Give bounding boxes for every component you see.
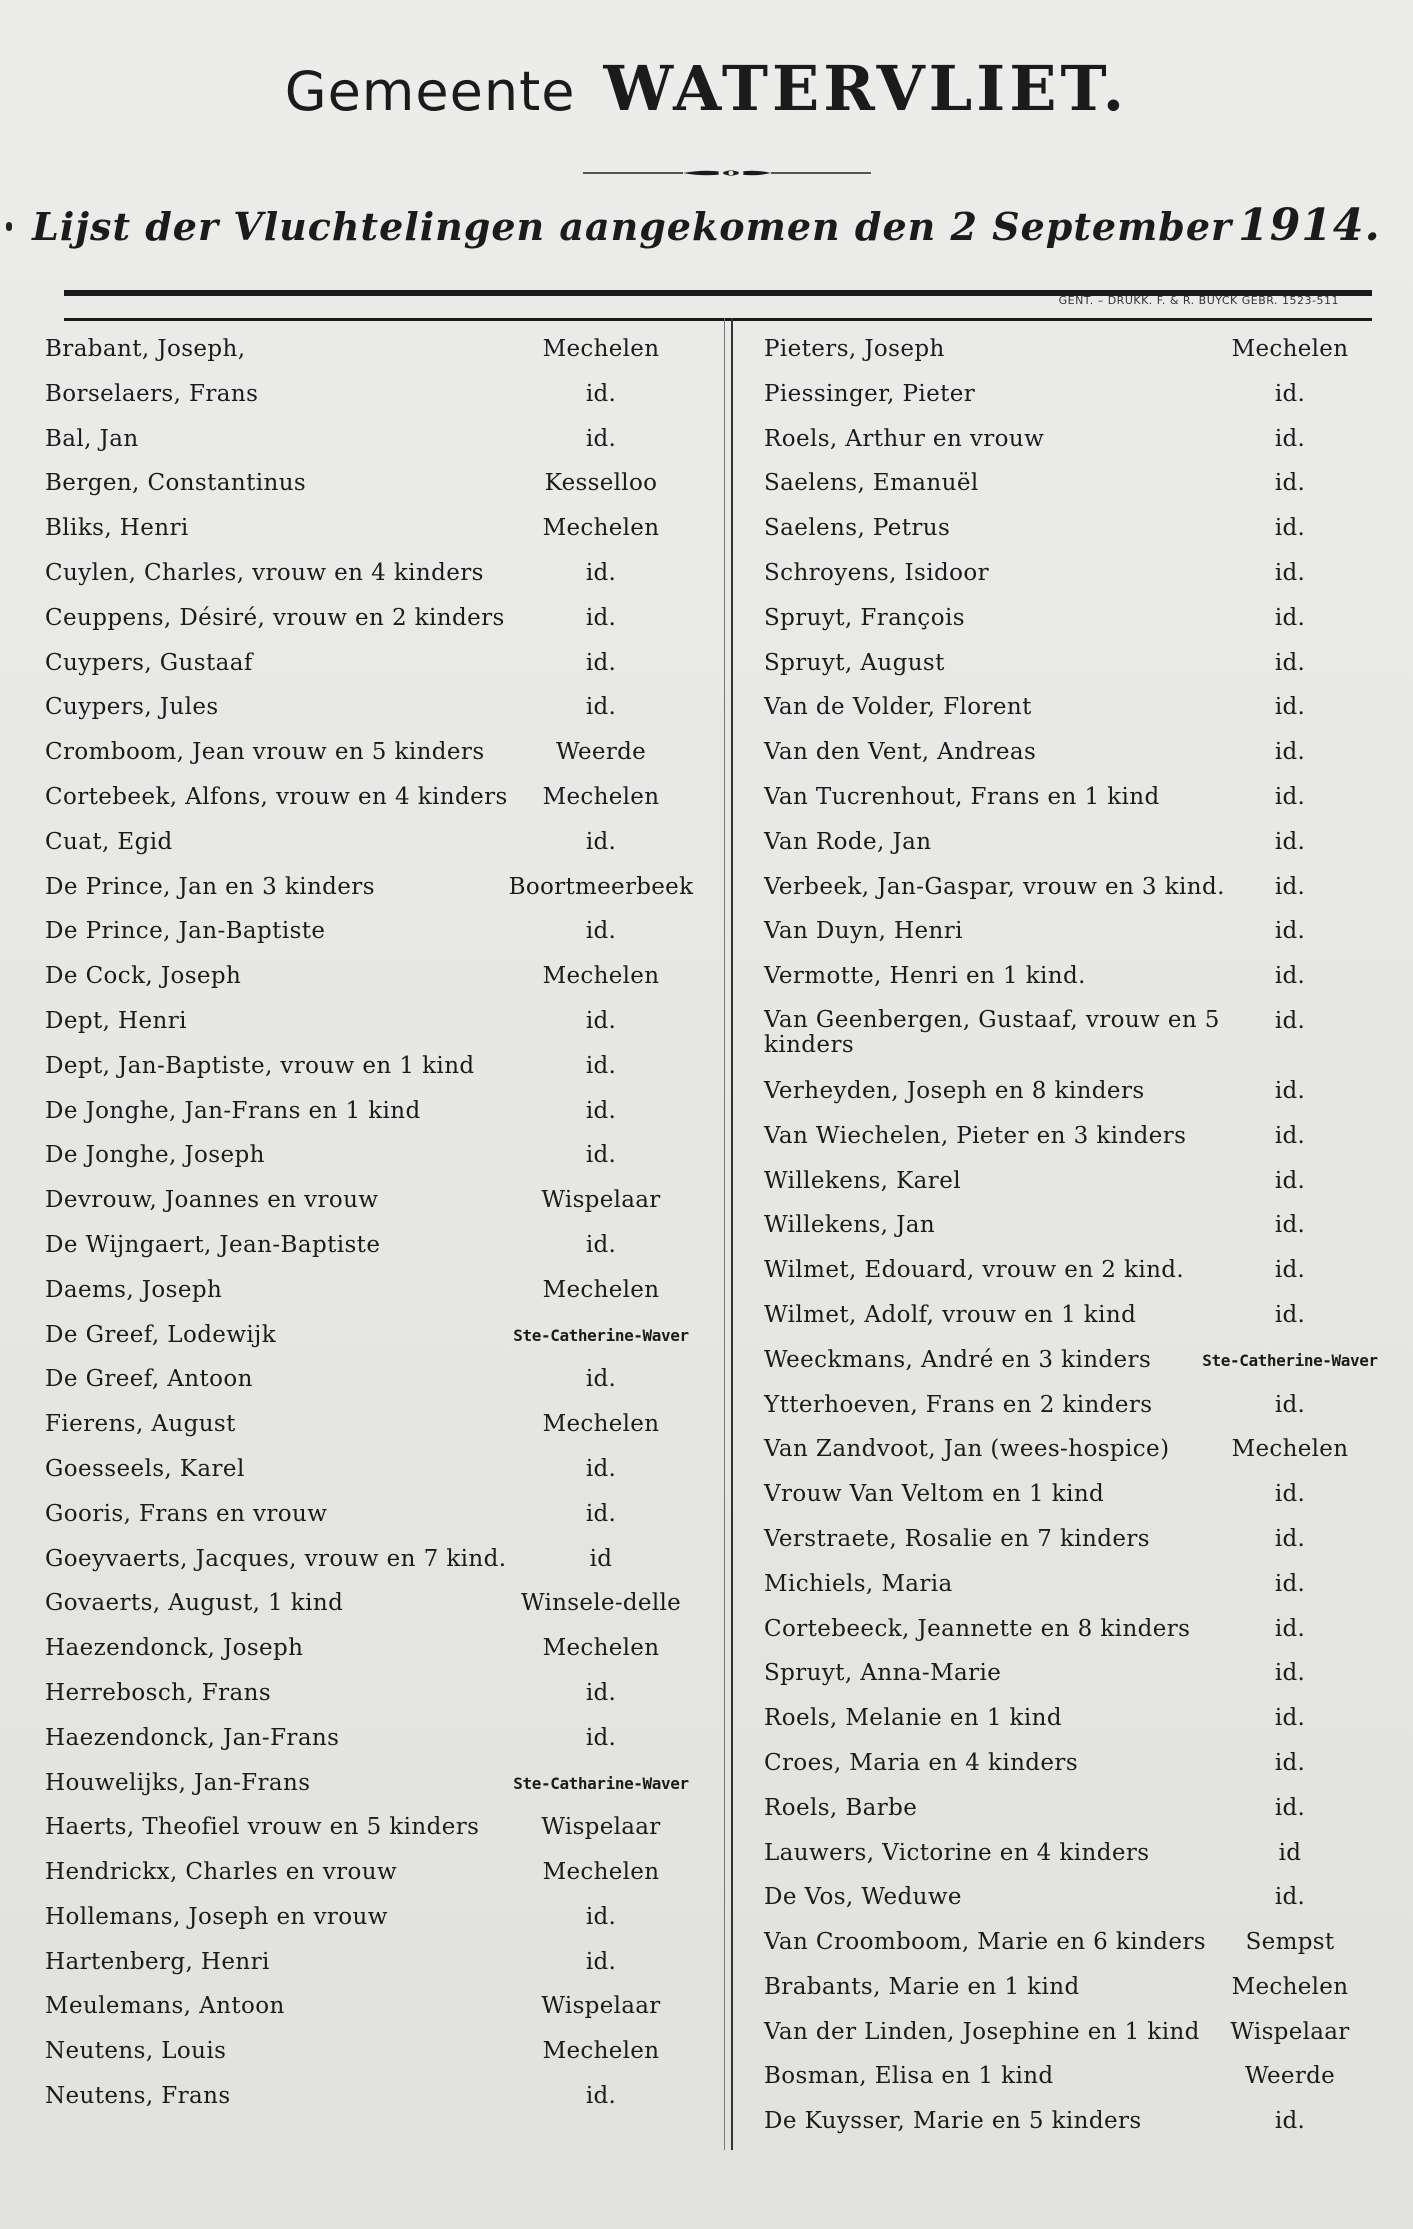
origin-place: id. xyxy=(1274,1615,1306,1642)
refugee-entry xyxy=(764,1652,1394,1697)
origin-place: Mechelen xyxy=(542,963,660,990)
refugee-name: Lauwers, Victorine en 4 kinders xyxy=(764,1839,1150,1866)
ornament-divider-icon xyxy=(583,166,871,180)
refugee-name: Van de Volder, Florent xyxy=(764,694,1032,721)
refugee-entry xyxy=(764,821,1394,866)
refugee-name: Verbeek, Jan-Gaspar, vrouw en 3 kind. xyxy=(764,873,1225,900)
origin-place: Mechelen xyxy=(1231,1973,1349,2000)
refugee-name: De Kuysser, Marie en 5 kinders xyxy=(764,2108,1142,2135)
refugee-entry xyxy=(764,2011,1394,2056)
origin-place: id. xyxy=(1274,604,1306,631)
refugee-name: Spruyt, François xyxy=(764,604,965,631)
refugee-name: Schroyens, Isidoor xyxy=(764,559,989,586)
origin-place: id. xyxy=(1274,1167,1306,1194)
refugee-entry xyxy=(764,1697,1394,1742)
refugee-name: Hartenberg, Henri xyxy=(45,1948,270,1975)
refugee-entry xyxy=(764,1384,1394,1429)
refugee-name: Wilmet, Edouard, vrouw en 2 kind. xyxy=(764,1257,1185,1284)
refugee-entry xyxy=(45,1000,705,1045)
refugee-entry xyxy=(45,1314,705,1359)
title-prefix: Gemeente xyxy=(284,60,576,123)
refugee-entry xyxy=(45,1627,705,1672)
origin-place: id. xyxy=(1274,380,1306,407)
origin-place: Ste-Catharine-Waver xyxy=(513,1773,689,1793)
refugee-name: Van Tucrenhout, Frans en 1 kind xyxy=(764,783,1160,810)
refugee-entry xyxy=(45,1403,705,1448)
refugee-name: Ytterhoeven, Frans en 2 kinders xyxy=(764,1391,1153,1418)
origin-place: id. xyxy=(585,1500,617,1527)
origin-place: id. xyxy=(585,1455,617,1482)
origin-place: Mechelen xyxy=(542,515,660,542)
refugee-entry xyxy=(764,686,1394,731)
refugee-name: Cuypers, Gustaaf xyxy=(45,649,253,676)
refugee-entry xyxy=(764,1742,1394,1787)
refugee-entry xyxy=(45,1672,705,1717)
refugee-name: De Cock, Joseph xyxy=(45,963,242,990)
origin-place: id. xyxy=(1274,828,1306,855)
origin-place: id. xyxy=(1274,739,1306,766)
origin-place: Weerde xyxy=(1244,2063,1336,2090)
refugee-name: Borselaers, Frans xyxy=(45,380,259,407)
origin-place: id. xyxy=(585,1231,617,1258)
refugee-entry xyxy=(45,1941,705,1986)
refugee-entry xyxy=(45,1045,705,1090)
refugee-list-left xyxy=(45,328,705,2120)
refugee-name: Haerts, Theofiel vrouw en 5 kinders xyxy=(45,1814,480,1841)
origin-place: id. xyxy=(585,380,617,407)
refugee-name: Daems, Joseph xyxy=(45,1276,223,1303)
refugee-name: Weeckmans, André en 3 kinders xyxy=(764,1346,1152,1373)
origin-place: Mechelen xyxy=(542,336,660,362)
origin-place: id. xyxy=(585,1142,617,1169)
origin-place: Winsele-delle xyxy=(520,1590,682,1617)
refugee-name: Roels, Melanie en 1 kind xyxy=(764,1705,1062,1732)
refugee-name: Cuat, Egid xyxy=(45,828,173,855)
refugee-entry xyxy=(45,866,705,911)
refugee-entry xyxy=(764,1473,1394,1518)
refugee-entry xyxy=(45,1896,705,1941)
refugee-entry xyxy=(764,1608,1394,1653)
refugee-name: De Wijngaert, Jean-Baptiste xyxy=(45,1231,381,1258)
origin-place: id. xyxy=(1274,1749,1306,1776)
refugee-entry xyxy=(45,1269,705,1314)
origin-place: id. xyxy=(585,1679,617,1706)
origin-place: id. xyxy=(1274,649,1306,676)
refugee-name: Van Zandvoot, Jan (wees-hospice) xyxy=(764,1436,1170,1463)
refugee-entry xyxy=(764,776,1394,821)
refugee-entry xyxy=(764,1966,1394,2011)
origin-place: id. xyxy=(585,1007,617,1034)
refugee-name: Cromboom, Jean vrouw en 5 kinders xyxy=(45,739,485,766)
refugee-entry xyxy=(764,731,1394,776)
origin-place: id. xyxy=(1274,873,1306,900)
origin-place: id. xyxy=(1274,559,1306,586)
refugee-entry xyxy=(45,1090,705,1135)
refugee-name: Govaerts, August, 1 kind xyxy=(45,1590,344,1617)
refugee-entry xyxy=(764,1115,1394,1160)
refugee-entry xyxy=(45,507,705,552)
refugee-entry xyxy=(764,1249,1394,1294)
refugee-entry xyxy=(45,1358,705,1403)
origin-place: id xyxy=(1278,1839,1302,1866)
refugee-entry xyxy=(764,1563,1394,1608)
refugee-entry xyxy=(764,2100,1394,2145)
origin-place: id. xyxy=(1274,425,1306,452)
refugee-name: Van der Linden, Josephine en 1 kind xyxy=(764,2018,1200,2045)
column-divider-inner xyxy=(724,318,725,2150)
refugee-name: Brabants, Marie en 1 kind xyxy=(764,1973,1080,2000)
origin-place: id. xyxy=(585,1097,617,1124)
refugee-name: Willekens, Karel xyxy=(764,1167,961,1194)
origin-place: id. xyxy=(1274,1570,1306,1597)
refugee-entry xyxy=(45,642,705,687)
refugee-entry xyxy=(45,1448,705,1493)
refugee-entry xyxy=(45,462,705,507)
refugee-entry xyxy=(764,1000,1394,1070)
refugee-entry xyxy=(45,1493,705,1538)
origin-place: Wispelaar xyxy=(1230,2018,1350,2045)
origin-place: id. xyxy=(1274,918,1306,945)
refugee-name: Bliks, Henri xyxy=(45,515,189,542)
refugee-entry xyxy=(764,1204,1394,1249)
refugee-name: Dept, Jan-Baptiste, vrouw en 1 kind xyxy=(45,1052,475,1079)
refugee-name: Neutens, Frans xyxy=(45,2083,231,2110)
header-rule-thin xyxy=(64,318,1372,321)
origin-place: id. xyxy=(1274,1257,1306,1284)
refugee-name: Dept, Henri xyxy=(45,1007,187,1034)
refugee-name: Roels, Arthur en vrouw xyxy=(764,425,1045,452)
origin-place: id. xyxy=(585,694,617,721)
refugee-name: Croes, Maria en 4 kinders xyxy=(764,1749,1079,1776)
refugee-entry xyxy=(45,731,705,776)
refugee-name: Van Wiechelen, Pieter en 3 kinders xyxy=(764,1122,1187,1149)
refugee-name: De Greef, Lodewijk xyxy=(45,1321,277,1348)
refugee-entry xyxy=(45,910,705,955)
refugee-entry xyxy=(764,1832,1394,1877)
origin-place: id. xyxy=(1274,470,1306,497)
origin-place: Mechelen xyxy=(1231,336,1349,362)
origin-place: Weerde xyxy=(555,739,647,766)
refugee-entry xyxy=(45,955,705,1000)
refugee-name: Cortebeek, Alfons, vrouw en 4 kinders xyxy=(45,783,508,810)
refugee-entry xyxy=(45,1224,705,1269)
origin-place: id. xyxy=(585,1948,617,1975)
refugee-name: Verheyden, Joseph en 8 kinders xyxy=(764,1077,1145,1104)
origin-place: Wispelaar xyxy=(541,1187,661,1214)
refugee-name: Verstraete, Rosalie en 7 kinders xyxy=(764,1525,1150,1552)
origin-place: Mechelen xyxy=(1231,1436,1349,1463)
refugee-name: Neutens, Louis xyxy=(45,2038,227,2065)
origin-place: id. xyxy=(585,1052,617,1079)
refugee-name: Brabant, Joseph, xyxy=(45,336,246,362)
refugee-name: Cuypers, Jules xyxy=(45,694,219,721)
refugee-name: Van den Vent, Andreas xyxy=(764,739,1037,766)
column-divider xyxy=(731,318,733,2150)
printer-imprint: GENT. – DRUKK. F. & R. BUYCK GEBR. 1523-511 xyxy=(1058,294,1339,307)
origin-place: id. xyxy=(585,2083,617,2110)
refugee-entry xyxy=(764,955,1394,1000)
origin-place: id. xyxy=(1274,1007,1306,1034)
origin-place: id xyxy=(589,1545,613,1572)
refugee-entry xyxy=(45,2075,705,2120)
refugee-name: Herrebosch, Frans xyxy=(45,1679,272,1706)
refugee-name: De Jonghe, Jan-Frans en 1 kind xyxy=(45,1097,421,1124)
refugee-entry xyxy=(764,597,1394,642)
origin-place: Boortmeerbeek xyxy=(508,873,694,900)
origin-place: id. xyxy=(1274,963,1306,990)
origin-place: id. xyxy=(1274,1391,1306,1418)
origin-place: id. xyxy=(1274,783,1306,810)
refugee-entry xyxy=(764,2055,1394,2100)
refugee-entry xyxy=(764,1070,1394,1115)
refugee-entry xyxy=(45,373,705,418)
refugee-name: Fierens, August xyxy=(45,1411,236,1438)
origin-place: id. xyxy=(1274,1525,1306,1552)
refugee-entry xyxy=(45,686,705,731)
refugee-entry xyxy=(45,776,705,821)
refugee-entry xyxy=(764,373,1394,418)
refugee-name: Spruyt, August xyxy=(764,649,945,676)
refugee-entry xyxy=(764,1518,1394,1563)
origin-place: id. xyxy=(1274,1705,1306,1732)
refugee-name: Hendrickx, Charles en vrouw xyxy=(45,1859,398,1886)
refugee-entry xyxy=(764,507,1394,552)
refugee-name: Cuylen, Charles, vrouw en 4 kinders xyxy=(45,559,484,586)
origin-place: id. xyxy=(1274,1884,1306,1911)
origin-place: id. xyxy=(1274,2108,1306,2135)
origin-place: Ste-Catherine-Waver xyxy=(1202,1350,1378,1370)
refugee-entry xyxy=(764,1294,1394,1339)
origin-place: id. xyxy=(585,425,617,452)
refugee-entry xyxy=(764,1428,1394,1473)
refugee-name: Ceuppens, Désiré, vrouw en 2 kinders xyxy=(45,604,505,631)
refugee-entry xyxy=(764,1160,1394,1205)
refugee-entry xyxy=(45,1762,705,1807)
refugee-name: Gooris, Frans en vrouw xyxy=(45,1500,328,1527)
refugee-name: Bal, Jan xyxy=(45,425,139,452)
origin-place: id. xyxy=(1274,1212,1306,1239)
refugee-name: Meulemans, Antoon xyxy=(45,1993,285,2020)
poster-title xyxy=(0,52,1413,125)
refugee-entry xyxy=(45,1179,705,1224)
refugee-name: Pieters, Joseph xyxy=(764,336,945,362)
refugee-entry xyxy=(45,1134,705,1179)
refugee-name: Bosman, Elisa en 1 kind xyxy=(764,2063,1054,2090)
refugee-entry xyxy=(45,1851,705,1896)
refugee-name: De Prince, Jan en 3 kinders xyxy=(45,873,375,900)
refugee-name: Vrouw Van Veltom en 1 kind xyxy=(764,1481,1105,1508)
refugee-name: Haezendonck, Joseph xyxy=(45,1635,304,1662)
refugee-entry xyxy=(764,552,1394,597)
refugee-name: Michiels, Maria xyxy=(764,1570,953,1597)
subtitle-year: 1914. xyxy=(1238,200,1381,251)
refugee-name: Spruyt, Anna-Marie xyxy=(764,1660,1002,1687)
refugee-entry xyxy=(764,1787,1394,1832)
refugee-name: De Vos, Weduwe xyxy=(764,1884,962,1911)
refugee-entry xyxy=(764,418,1394,463)
refugee-name: Van Rode, Jan xyxy=(764,828,932,855)
refugee-name: Piessinger, Pieter xyxy=(764,380,976,407)
refugee-entry xyxy=(764,1339,1394,1384)
origin-place: Kesselloo xyxy=(544,470,658,497)
refugee-entry xyxy=(45,1985,705,2030)
refugee-entry xyxy=(764,328,1394,373)
refugee-name: Houwelijks, Jan-Frans xyxy=(45,1769,311,1796)
refugee-entry xyxy=(764,462,1394,507)
origin-place: Wispelaar xyxy=(541,1993,661,2020)
origin-place: id. xyxy=(585,828,617,855)
origin-place: id. xyxy=(585,1903,617,1930)
refugee-name: Van Duyn, Henri xyxy=(764,918,963,945)
refugee-name: De Greef, Antoon xyxy=(45,1366,253,1393)
refugee-entry xyxy=(45,1717,705,1762)
origin-place: id. xyxy=(1274,515,1306,542)
origin-place: id. xyxy=(585,649,617,676)
origin-place: id. xyxy=(1274,1122,1306,1149)
origin-place: id. xyxy=(585,1366,617,1393)
origin-place: Wispelaar xyxy=(541,1814,661,1841)
refugee-name: De Prince, Jan-Baptiste xyxy=(45,918,326,945)
refugee-name: Van Geenbergen, Gustaaf, vrouw en 5 kinders xyxy=(764,1006,1220,1058)
refugee-entry xyxy=(764,910,1394,955)
municipality-name: WATERVLIET. xyxy=(603,52,1129,125)
refugee-name: Vermotte, Henri en 1 kind. xyxy=(764,963,1086,990)
refugee-entry xyxy=(764,866,1394,911)
refugee-entry xyxy=(45,821,705,866)
refugee-name: Bergen, Constantinus xyxy=(45,470,307,497)
refugee-name: Hollemans, Joseph en vrouw xyxy=(45,1903,388,1930)
refugee-entry xyxy=(45,552,705,597)
origin-place: Sempst xyxy=(1245,1929,1335,1956)
refugee-name: Van Croomboom, Marie en 6 kinders xyxy=(764,1929,1206,1956)
origin-place: Mechelen xyxy=(542,783,660,810)
origin-place: Mechelen xyxy=(542,1635,660,1662)
refugee-entry xyxy=(45,418,705,463)
origin-place: Ste-Catherine-Waver xyxy=(513,1325,689,1345)
refugee-entry xyxy=(45,328,705,373)
refugee-name: Haezendonck, Jan-Frans xyxy=(45,1724,340,1751)
origin-place: id. xyxy=(1274,1660,1306,1687)
refugee-name: Willekens, Jan xyxy=(764,1212,936,1239)
refugee-name: Wilmet, Adolf, vrouw en 1 kind xyxy=(764,1301,1137,1328)
subtitle-text: Lijst der Vluchtelingen aangekomen den 2 September xyxy=(32,204,1233,249)
origin-place: Mechelen xyxy=(542,1859,660,1886)
refugee-name: Saelens, Emanuël xyxy=(764,470,979,497)
list-subtitle xyxy=(0,200,1413,251)
origin-place: id. xyxy=(1274,1077,1306,1104)
refugee-entry xyxy=(45,1582,705,1627)
origin-place: Mechelen xyxy=(542,2038,660,2065)
refugee-entry xyxy=(45,2030,705,2075)
refugee-name: De Jonghe, Joseph xyxy=(45,1142,265,1169)
origin-place: Mechelen xyxy=(542,1276,660,1303)
refugee-entry xyxy=(45,597,705,642)
refugee-name: Cortebeeck, Jeannette en 8 kinders xyxy=(764,1615,1191,1642)
origin-place: id. xyxy=(1274,1794,1306,1821)
refugee-entry xyxy=(764,1921,1394,1966)
origin-place: id. xyxy=(585,604,617,631)
origin-place: id. xyxy=(585,559,617,586)
refugee-name: Goesseels, Karel xyxy=(45,1455,245,1482)
refugee-name: Roels, Barbe xyxy=(764,1794,918,1821)
refugee-entry xyxy=(764,642,1394,687)
origin-place: id. xyxy=(585,1724,617,1751)
refugee-name: Devrouw, Joannes en vrouw xyxy=(45,1187,379,1214)
origin-place: id. xyxy=(1274,1301,1306,1328)
refugee-list-right xyxy=(764,328,1394,2145)
refugee-entry xyxy=(764,1876,1394,1921)
refugee-entry xyxy=(45,1806,705,1851)
origin-place: id. xyxy=(1274,694,1306,721)
refugee-name: Saelens, Petrus xyxy=(764,515,951,542)
refugee-name: Goeyvaerts, Jacques, vrouw en 7 kind. xyxy=(45,1545,507,1572)
origin-place: id. xyxy=(585,918,617,945)
origin-place: id. xyxy=(1274,1481,1306,1508)
origin-place: Mechelen xyxy=(542,1411,660,1438)
refugee-entry xyxy=(45,1538,705,1583)
